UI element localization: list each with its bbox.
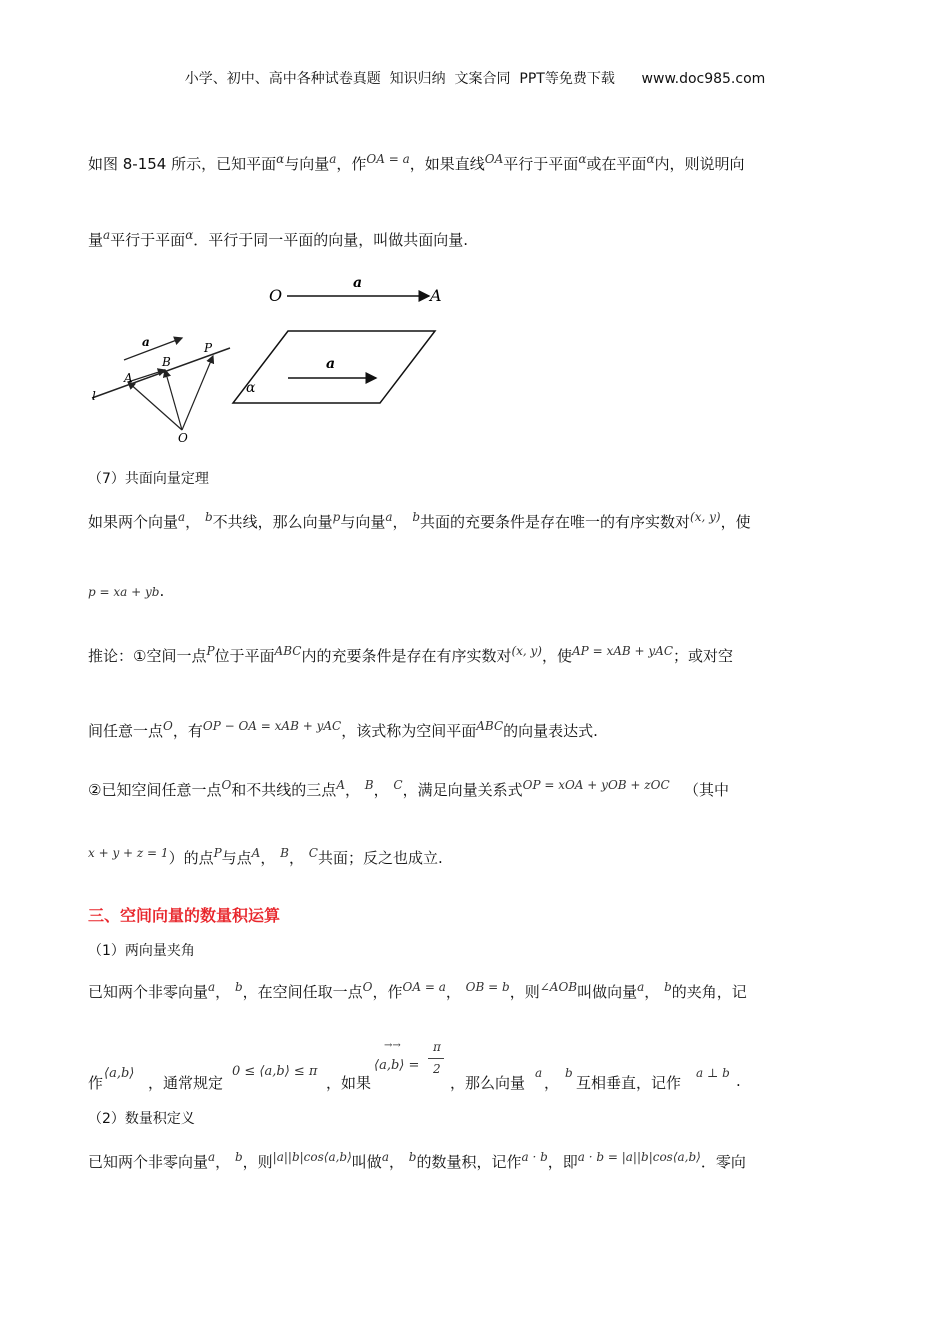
text: ，	[185, 513, 201, 531]
vector-ob	[165, 370, 182, 430]
text: 不共线，那么向量	[212, 513, 333, 531]
text: 量	[88, 231, 104, 249]
label-alpha: α	[246, 380, 256, 396]
text: ，如果	[326, 1074, 372, 1092]
math: a	[535, 1066, 543, 1080]
text: 和不共线的三点	[231, 781, 337, 799]
paragraph-7	[88, 778, 729, 800]
math: ABC	[274, 644, 302, 658]
figure-vector-oa	[265, 275, 455, 310]
text: .	[736, 1072, 741, 1090]
text: 平行于平面	[110, 231, 186, 249]
paragraph-5	[88, 644, 733, 666]
section-3-title: 三、空间向量的数量积运算	[88, 906, 281, 925]
paragraph-3	[88, 510, 751, 532]
label-a: a	[326, 356, 336, 372]
math: p	[332, 510, 341, 524]
label-l: l	[92, 389, 96, 403]
text: 内，则说明向	[654, 155, 745, 173]
text: ，	[644, 983, 660, 1001]
math: a	[385, 510, 393, 524]
text: 互相垂直，记作	[576, 1074, 682, 1092]
math: P	[206, 644, 215, 658]
text: ，	[392, 513, 408, 531]
math: ABC	[476, 719, 504, 733]
text: 平行于平面	[503, 155, 579, 173]
text: ，如果直线	[409, 155, 485, 173]
text: ，通常规定	[148, 1074, 224, 1092]
text: （其中	[683, 781, 729, 799]
math: α	[646, 152, 655, 166]
figure-plane	[230, 328, 440, 408]
text: ；或对空	[673, 647, 734, 665]
math: a	[208, 980, 216, 994]
math: b	[234, 980, 243, 994]
paragraph-8	[88, 846, 443, 868]
text: 的夹角，记	[671, 983, 747, 1001]
math: b	[234, 1150, 243, 1164]
math: a	[103, 228, 111, 242]
text: ②已知空间任意一点	[88, 781, 222, 799]
text: ，	[215, 1153, 231, 1171]
math: OP − OA = xAB + yAC	[202, 719, 342, 733]
math: b	[412, 510, 421, 524]
text: ，	[445, 983, 461, 1001]
math: b	[204, 510, 213, 524]
math: ⟨a,b⟩ =	[374, 1058, 420, 1073]
text: 与向量	[284, 155, 330, 173]
text: 叫做	[351, 1153, 382, 1171]
math: a	[329, 152, 337, 166]
label-o: O	[269, 286, 283, 305]
math: ⟨a,b⟩	[104, 1066, 135, 1081]
paragraph-9	[88, 980, 747, 1002]
subheading-3-2: （2）数量积定义	[88, 1111, 195, 1127]
text: ．平行于同一平面的向量，叫做共面向量.	[193, 231, 469, 249]
math: OP = xOA + yOB + zOC	[522, 778, 670, 792]
text: ，作	[372, 983, 403, 1001]
text: 与点	[221, 849, 252, 867]
label-p: P	[204, 341, 213, 355]
text: ）的点	[168, 849, 214, 867]
text: 如图 8-154 所示，已知平面	[88, 155, 277, 173]
text: ，即	[547, 1153, 578, 1171]
text: ，	[388, 1153, 404, 1171]
label-b: B	[162, 355, 171, 369]
math: p = xa + yb	[88, 585, 160, 599]
subheading-7: （7）共面向量定理	[88, 471, 209, 487]
text: 如果两个向量	[88, 513, 179, 531]
math: A	[251, 846, 261, 860]
math: ∠AOB	[539, 980, 578, 994]
math: |a||b|cos⟨a,b⟩	[272, 1150, 352, 1164]
subheading-3-1: （1）两向量夹角	[88, 943, 195, 959]
text: ．零向	[700, 1153, 746, 1171]
math: C	[393, 778, 403, 792]
text: 间任意一点	[88, 722, 164, 740]
paragraph-6	[88, 719, 598, 741]
math: (x, y)	[690, 510, 721, 524]
math: a	[208, 1150, 216, 1164]
math: OA = a	[366, 152, 410, 166]
fraction-bar	[428, 1058, 444, 1059]
math: AP = xAB + yAC	[572, 644, 674, 658]
math: 2	[433, 1062, 441, 1076]
paragraph-1	[88, 152, 745, 174]
text: 已知两个非零向量	[88, 1153, 209, 1171]
paragraph-11	[88, 1150, 746, 1172]
text: ，那么向量	[450, 1074, 526, 1092]
vector-op	[182, 356, 213, 430]
math: (x, y)	[511, 644, 542, 658]
vector-oa	[128, 382, 182, 430]
text: ，	[344, 781, 360, 799]
math: O	[362, 980, 373, 994]
math: P	[213, 846, 222, 860]
label-A: A	[430, 286, 442, 305]
page-header	[0, 68, 950, 88]
vector-a-arrow	[124, 338, 182, 360]
math: a · b	[521, 1150, 548, 1164]
text: ，该式称为空间平面	[341, 722, 477, 740]
text: 叫做向量	[577, 983, 638, 1001]
math: x + y + z = 1	[88, 846, 169, 860]
text: 共面；反之也成立.	[317, 849, 443, 867]
line-l	[92, 348, 230, 398]
text: 共面的充要条件是存在唯一的有序实数对	[420, 513, 691, 531]
math: a ⊥ b	[696, 1066, 730, 1080]
label-a: a	[353, 275, 363, 291]
math: a	[178, 510, 186, 524]
math: b	[664, 980, 672, 994]
text: ，使	[542, 647, 573, 665]
text: ，作	[336, 155, 367, 173]
text: ，有	[172, 722, 203, 740]
math: a · b = |a||b|cos⟨a,b⟩	[577, 1150, 701, 1164]
text: ，	[288, 849, 304, 867]
math: A	[336, 778, 345, 792]
math: b	[408, 1150, 417, 1164]
math: 0 ≤ ⟨a,b⟩ ≤ π	[232, 1064, 318, 1079]
text: 或在平面	[586, 155, 647, 173]
text: 的数量积，记作	[416, 1153, 522, 1171]
math: O	[221, 778, 232, 792]
text: .	[159, 582, 165, 600]
text: ，在空间任取一点	[242, 983, 363, 1001]
math: OB = b	[465, 980, 510, 994]
text: ，则	[242, 1153, 273, 1171]
text: ，使	[720, 513, 751, 531]
vector-ab	[128, 370, 165, 382]
paragraph-4	[88, 582, 164, 600]
text: 作	[88, 1074, 104, 1092]
label-a: a	[142, 335, 150, 349]
math: a	[381, 1150, 389, 1164]
label-o: O	[178, 431, 188, 445]
text: 推论：①空间一点	[88, 647, 207, 665]
text: ，	[260, 849, 276, 867]
header-url: www.doc985.com	[641, 71, 766, 87]
figure-line-vectors	[90, 330, 235, 445]
math: OA = a	[402, 980, 446, 994]
paragraph-2	[88, 228, 468, 250]
text: ，	[544, 1074, 560, 1092]
header-text: 小学、初中、高中各种试卷真题 知识归纳 文案合同 PPT等免费下载	[184, 71, 615, 87]
text: ，满足向量关系式	[402, 781, 523, 799]
math: b	[565, 1066, 573, 1080]
math: B	[364, 778, 374, 792]
text: ，	[215, 983, 231, 1001]
math: α	[276, 152, 285, 166]
text: ，	[373, 781, 389, 799]
math: α	[185, 228, 194, 242]
text: 已知两个非零向量	[88, 983, 209, 1001]
text: 位于平面	[214, 647, 275, 665]
label-A: A	[124, 371, 133, 385]
text: 与向量	[340, 513, 386, 531]
math: O	[163, 719, 173, 733]
math: π	[433, 1040, 441, 1054]
math: α	[578, 152, 587, 166]
text: 内的充要条件是存在有序实数对	[301, 647, 512, 665]
math: B	[280, 846, 289, 860]
text: ，则	[509, 983, 540, 1001]
text: 的向量表达式.	[503, 722, 598, 740]
math-arrows: →→	[384, 1040, 401, 1051]
math: OA	[484, 152, 504, 166]
math: a	[637, 980, 645, 994]
math: C	[308, 846, 318, 860]
